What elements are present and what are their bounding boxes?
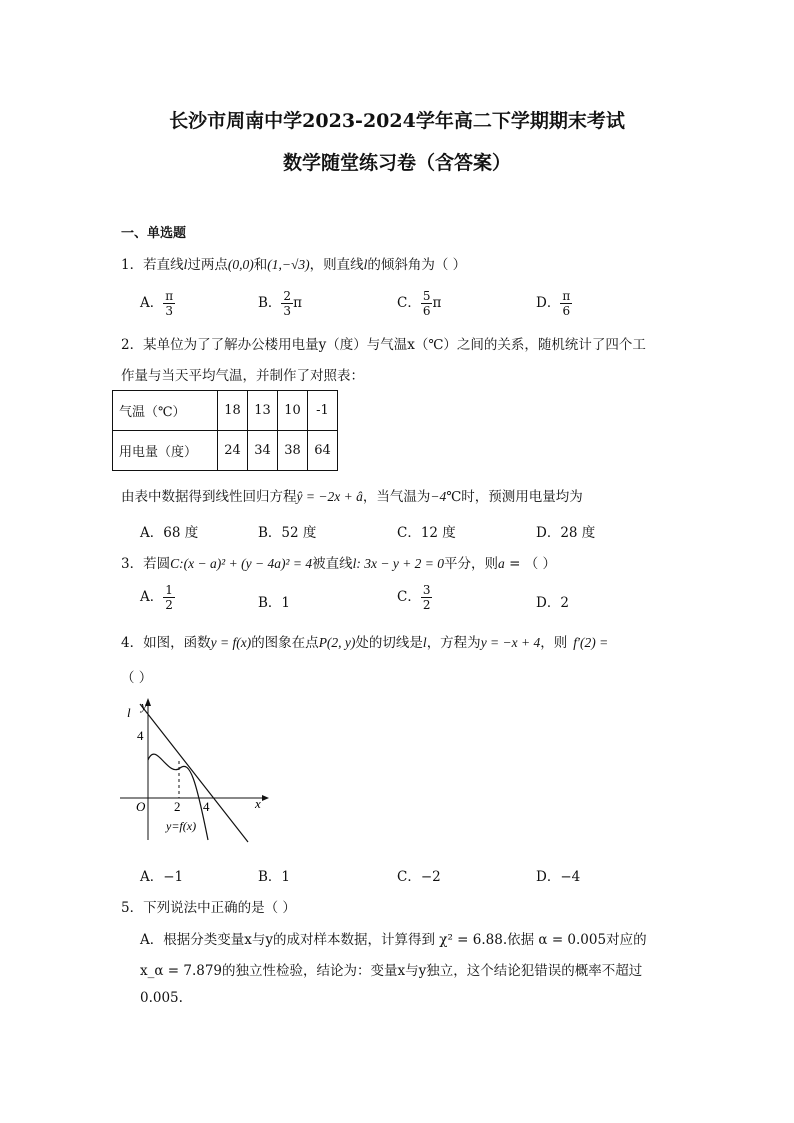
circle-equation: C:(x − a)² + (y − 4a)² = 4 bbox=[170, 556, 313, 571]
label-l: l bbox=[127, 705, 131, 720]
question-3: 3．若圆C:(x − a)² + (y − 4a)² = 4被直线l: 3x − y + 2 = 0平分，则a = （ ） bbox=[121, 556, 556, 572]
q2-number: 2． bbox=[121, 337, 144, 353]
table-row bbox=[113, 391, 338, 431]
q1-option-a-fraction: $\frac{\pi}{3}$ bbox=[165, 289, 174, 318]
q2-option-c[interactable]: C．12 度 bbox=[397, 525, 456, 541]
x-axis-arrow bbox=[262, 795, 269, 801]
question-2-line2: 作量与当天平均气温，并制作了对照表： bbox=[121, 368, 364, 384]
q3-option-d[interactable]: D．2 bbox=[536, 595, 569, 611]
q4-option-b[interactable]: B．1 bbox=[258, 869, 291, 885]
q1-option-d-fraction: $\frac{\pi}{6}$ bbox=[562, 289, 571, 318]
table-cell: 13 bbox=[248, 391, 278, 431]
q2-option-d[interactable]: D．28 度 bbox=[536, 525, 596, 541]
q1-option-a[interactable]: A． $\frac{\pi}{3}$ bbox=[140, 289, 174, 318]
q3-option-c-fraction: $\frac{3}{2}$ bbox=[422, 583, 431, 612]
q1-option-d[interactable]: D． $\frac{\pi}{6}$ bbox=[536, 289, 571, 318]
q3-option-a[interactable]: A． $\frac{1}{2}$ bbox=[140, 583, 173, 612]
tick-label-2: 2 bbox=[174, 799, 181, 814]
q4-option-d[interactable]: D．−4 bbox=[536, 869, 581, 885]
table-cell: 34 bbox=[248, 431, 278, 471]
q4-number: 4． bbox=[121, 635, 144, 651]
curve-label: y=f(x) bbox=[166, 819, 197, 833]
table-cell: 38 bbox=[278, 431, 308, 471]
q2-option-b[interactable]: B．52 度 bbox=[258, 525, 317, 541]
q3-option-b[interactable]: B．1 bbox=[258, 595, 291, 611]
label-y: y bbox=[141, 698, 147, 713]
line-equation: l: 3x − y + 2 = 0 bbox=[352, 556, 445, 571]
table-cell: 10 bbox=[278, 391, 308, 431]
q3-number: 3． bbox=[121, 556, 144, 572]
page-title: 长沙市周南中学2023-2024学年高二下学期期末考试 bbox=[169, 110, 625, 132]
q1-option-b-fraction: $\frac{2}{3}$ bbox=[283, 289, 292, 318]
q1-option-c-fraction: $\frac{5}{6}$ bbox=[422, 289, 431, 318]
table-header-electricity: 用电量（度） bbox=[113, 431, 218, 471]
q5-option-a-line2: x_α = 7.879的独立性检验，结论为：变量x与y独立，这个结论犯错误的概率不超过 bbox=[140, 963, 643, 979]
table-row bbox=[113, 431, 338, 471]
q1-number: 1． bbox=[121, 257, 144, 273]
page-subtitle: 数学随堂练习卷（含答案） bbox=[282, 152, 511, 174]
section-heading: 一、单选题 bbox=[121, 226, 187, 241]
table-cell: -1 bbox=[308, 391, 338, 431]
tick-label-4-x: 4 bbox=[203, 799, 210, 814]
q4-option-a[interactable]: A．−1 bbox=[140, 869, 184, 885]
q3-option-a-fraction: $\frac{1}{2}$ bbox=[165, 583, 173, 612]
temperature-electricity-table bbox=[112, 390, 338, 471]
table-cell: 64 bbox=[308, 431, 338, 471]
q5-number: 5． bbox=[121, 900, 144, 916]
label-x: x bbox=[255, 796, 261, 811]
q1-point2: (1,−√3) bbox=[267, 257, 310, 272]
tick-label-4-y: 4 bbox=[137, 728, 144, 743]
table-cell: 24 bbox=[218, 431, 248, 471]
q4-paren: （ ） bbox=[121, 670, 153, 686]
q1-point1: (0,0) bbox=[227, 257, 254, 272]
q4-option-c[interactable]: C．−2 bbox=[397, 869, 441, 885]
question-1: 1．若直线l过两点(0,0)和(1,−√3)，则直线l的倾斜角为（ ） bbox=[121, 257, 467, 273]
q3-option-c[interactable]: C． $\frac{3}{2}$ bbox=[397, 583, 431, 612]
q1-option-b[interactable]: B． $\frac{2}{3}$ π bbox=[258, 289, 302, 318]
q1-option-c[interactable]: C． $\frac{5}{6}$ π bbox=[397, 289, 442, 318]
table-cell: 18 bbox=[218, 391, 248, 431]
regression-equation: ŷ = −2x + â bbox=[296, 489, 363, 504]
question-5: 5．下列说法中正确的是（ ） bbox=[121, 900, 296, 916]
question-2-line3: 由表中数据得到线性回归方程ŷ = −2x + â，当气温为−4℃时，预测用电量均为 bbox=[121, 489, 583, 505]
label-origin: O bbox=[136, 799, 146, 814]
tangent-line-figure bbox=[110, 690, 280, 846]
question-4: 4．如图，函数y = f(x)的图象在点P(2, y)处的切线是l，方程为y = −x + 4，则 f′(2) = bbox=[121, 635, 609, 651]
question-2-line1: 2．某单位为了了解办公楼用电量y（度）与气温x（℃）之间的关系，随机统计了四个工 bbox=[121, 337, 646, 353]
q5-option-a-line1[interactable]: A．根据分类变量x与y的成对样本数据，计算得到 χ² = 6.88.依据 α = 0.005对应的 bbox=[140, 932, 647, 948]
table-header-temperature: 气温（℃） bbox=[113, 391, 218, 431]
q2-option-a[interactable]: A．68 度 bbox=[140, 525, 199, 541]
q5-option-a-line3: 0.005. bbox=[140, 990, 183, 1006]
